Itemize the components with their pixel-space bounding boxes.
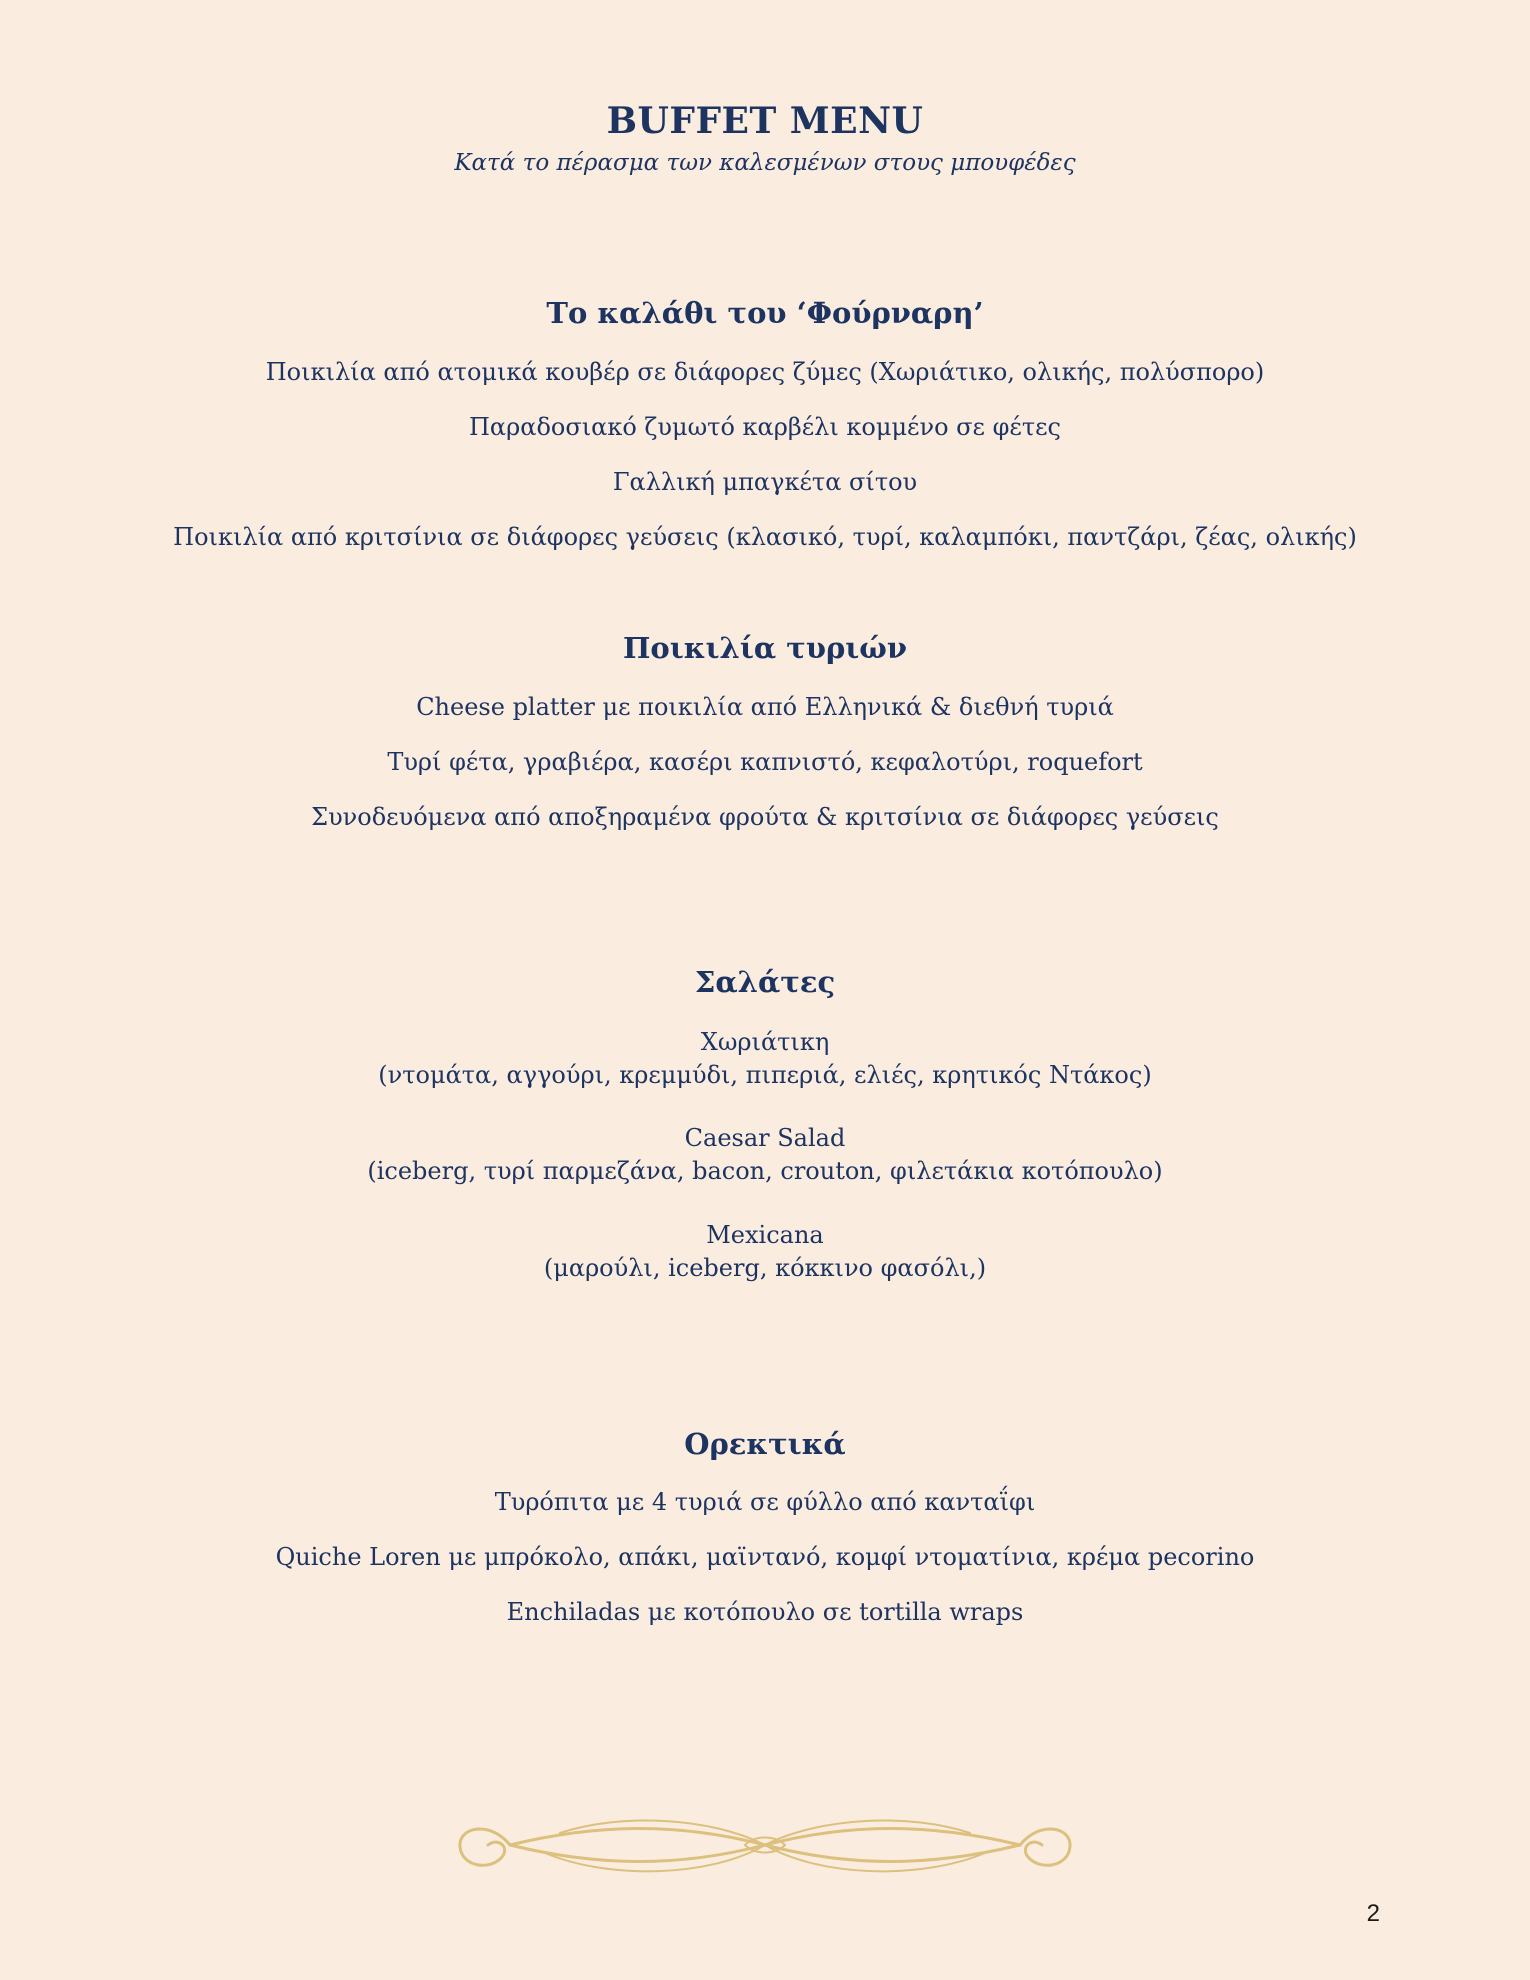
- section-heading-appetizers: Ορεκτικά: [684, 1427, 846, 1461]
- list-item: Τυρί φέτα, γραβιέρα, κασέρι καπνιστό, κεφαλοτύρι, roquefort: [387, 748, 1143, 776]
- section-heading-salads: Σαλάτες: [694, 965, 836, 999]
- page-number: 2: [1366, 1900, 1380, 1927]
- list-item: Συνοδευόμενα από αποξηραμένα φρούτα & κριτσίνια σε διάφορες γεύσεις: [311, 803, 1219, 831]
- salad-description: (ντομάτα, αγγούρι, κρεμμύδι, πιπεριά, ελιές, κρητικός Ντάκος): [378, 1061, 1152, 1089]
- list-item: Γαλλική μπαγκέτα σίτου: [612, 468, 918, 496]
- salad-name: Χωριάτικη: [700, 1028, 830, 1056]
- list-item: Ποικιλία από κριτσίνια σε διάφορες γεύσεις (κλασικό, τυρί, καλαμπόκι, παντζάρι, ζέας, ολικής): [173, 523, 1357, 551]
- gold-scroll-flourish-icon: [450, 1805, 1080, 1885]
- list-item: Cheese platter με ποικιλία από Ελληνικά & διεθνή τυριά: [416, 693, 1114, 721]
- page-title: BUFFET MENU: [606, 100, 924, 142]
- section-heading-cheeses: Ποικιλία τυριών: [623, 631, 907, 665]
- salad-name: Caesar Salad: [684, 1124, 846, 1152]
- salad-description: (μαρούλι, iceberg, κόκκινο φασόλι,): [543, 1254, 987, 1282]
- salad-description: (iceberg, τυρί παρμεζάνα, bacon, crouton, φιλετάκια κοτόπουλο): [367, 1157, 1163, 1185]
- page-subtitle: Κατά το πέρασμα των καλεσμένων στους μπουφέδες: [454, 150, 1076, 176]
- list-item: Ποικιλία από ατομικά κουβέρ σε διάφορες ζύμες (Χωριάτικο, ολικής, πολύσπορο): [265, 358, 1265, 386]
- list-item: Enchiladas με κοτόπουλο σε tortilla wraps: [506, 1598, 1024, 1626]
- section-heading-bread: Το καλάθι του ‘Φούρναρη’: [546, 296, 984, 330]
- salad-name: Mexicana: [706, 1221, 824, 1249]
- list-item: Παραδοσιακό ζυμωτό καρβέλι κομμένο σε φέτες: [468, 413, 1061, 441]
- list-item: Quiche Loren με μπρόκολο, απάκι, μαϊντανό, κομφί ντοματίνια, κρέμα pecorino: [275, 1543, 1255, 1571]
- list-item: Τυρόπιτα με 4 τυριά σε φύλλο από κανταΐφι: [494, 1488, 1036, 1516]
